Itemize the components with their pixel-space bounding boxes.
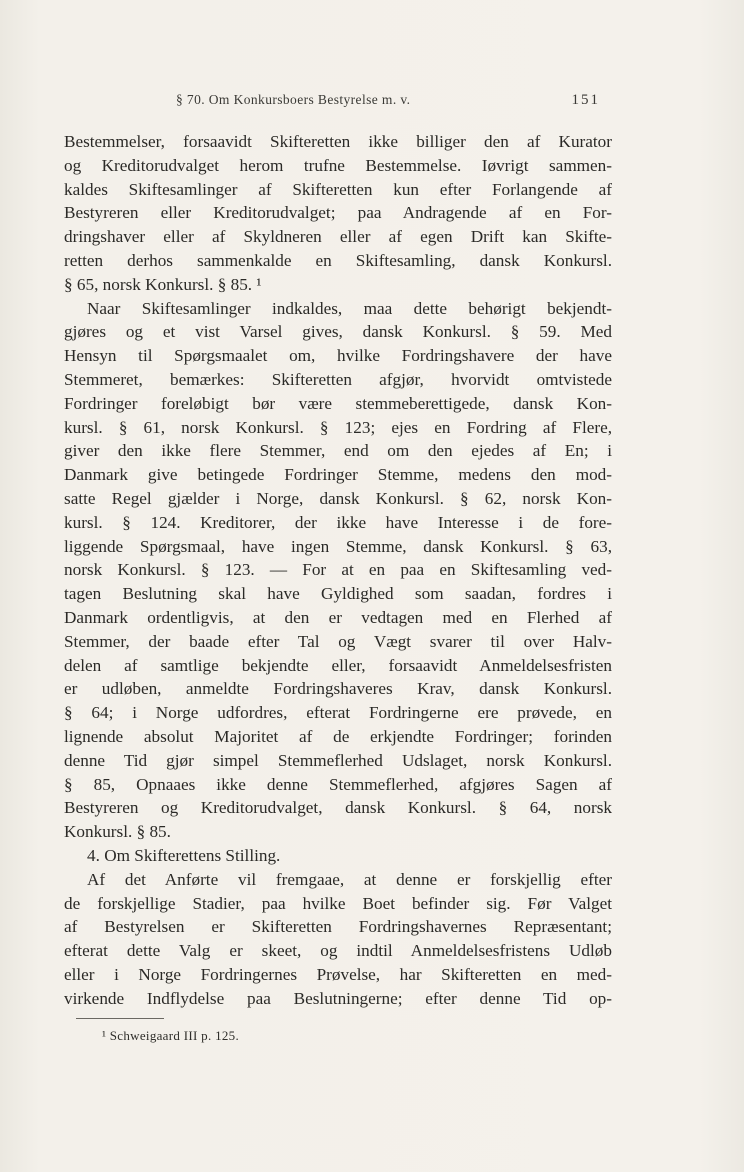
text-line: Konkursl. § 85. [64,822,171,842]
text-line: giver den ikke flere Stemmer, end om den ejedes af En; i [64,441,612,461]
text-line: eller i Norge Fordringernes Prøvelse, har Skifteretten en med- [64,964,612,984]
text-line: kursl. § 124. Kreditorer, der ikke have Interesse i de fore- [64,512,612,532]
text-line: Stemmeret, bemærkes: Skifteretten afgjør, hvorvidt omtvistede [64,369,612,389]
running-header [176,92,600,114]
text-line: og Kreditorudvalget herom trufne Bestemmelse. Iøvrigt sammen- [64,155,612,175]
text-line: er udløben, anmeldte Fordringshaveres Krav, dansk Konkursl. [64,679,612,699]
text-line: liggende Spørgsmaal, have ingen Stemme, dansk Konkursl. § 63, [64,536,612,556]
text-line: Af det Anførte vil fremgaae, at denne er forskjellig efter [87,869,612,889]
text-line: tagen Beslutning skal have Gyldighed som saadan, fordres i [64,584,612,604]
text-line: lignende absolut Majoritet af de erkjendte Fordringer; forinden [64,726,612,746]
text-line: Naar Skiftesamlinger indkaldes, maa dette behørigt bekjendt- [87,298,612,318]
text-line: dringshaver eller af Skyldneren eller af egen Drift kan Skifte- [64,227,612,247]
text-line: Stemmer, der baade efter Tal og Vægt svarer til over Halv- [64,631,612,651]
footnote: ¹ Schweigaard III p. 125. [102,1028,240,1043]
footnote-divider [76,1018,164,1019]
page-number: 151 [571,92,600,108]
text-line: Danmark give betingede Fordringer Stemme, medens den mod- [64,465,612,485]
text-line: gjøres og et vist Varsel gives, dansk Konkursl. § 59. Med [64,322,612,342]
text-line: Danmark ordentligvis, at den er vedtagen med en Flerhed af [64,607,612,627]
text-line: delen af samtlige bekjendte eller, forsaavidt Anmeldelsesfristen [64,655,612,675]
text-line: Bestyreren eller Kreditorudvalget; paa Andragende af en For- [64,203,612,223]
text-line: retten derhos sammenkalde en Skiftesamling, dansk Konkursl. [64,250,612,270]
text-line: Fordringer foreløbigt bør være stemmeberettigede, dansk Kon- [64,393,612,413]
text-line: kursl. § 61, norsk Konkursl. § 123; ejes en Fordring af Flere, [64,417,612,437]
text-line: virkende Indflydelse paa Beslutningerne; efter denne Tid op- [64,988,612,1008]
text-line: § 85, Opnaaes ikke denne Stemmeflerhed, afgjøres Sagen af [64,774,612,794]
text-line: § 65, norsk Konkursl. § 85. ¹ [64,274,262,294]
text-line: af Bestyrelsen er Skifteretten Fordringshavernes Repræsentant; [64,917,612,937]
text-line: norsk Konkursl. § 123. — For at en paa en Skiftesamling ved- [64,560,612,580]
text-line: Bestyreren og Kreditorudvalget, dansk Konkursl. § 64, norsk [64,798,612,818]
header-title: § 70. Om Konkursboers Bestyrelse m. v. [176,92,411,107]
text-line: § 64; i Norge udfordres, efterat Fordringerne ere prøvede, en [64,703,612,723]
text-line: Bestemmelser, forsaavidt Skifteretten ikke billiger den af Kurator [64,132,612,151]
text-line: Hensyn til Spørgsmaalet om, hvilke Fordringshavere der have [64,346,612,366]
text-line: de forskjellige Stadier, paa hvilke Boet befinder sig. Før Valget [64,893,612,913]
section-heading: 4. Om Skifterettens Stilling. [87,845,281,865]
text-line: kaldes Skiftesamlinger af Skifteretten kun efter Forlangende af [64,179,612,199]
text-line: efterat dette Valg er skeet, og indtil Anmeldelsesfristens Udløb [64,941,612,961]
body-text [64,130,612,1010]
text-line: satte Regel gjælder i Norge, dansk Konkursl. § 62, norsk Kon- [64,488,612,508]
text-line: denne Tid gjør simpel Stemmeflerhed Udslaget, norsk Konkursl. [64,750,612,770]
